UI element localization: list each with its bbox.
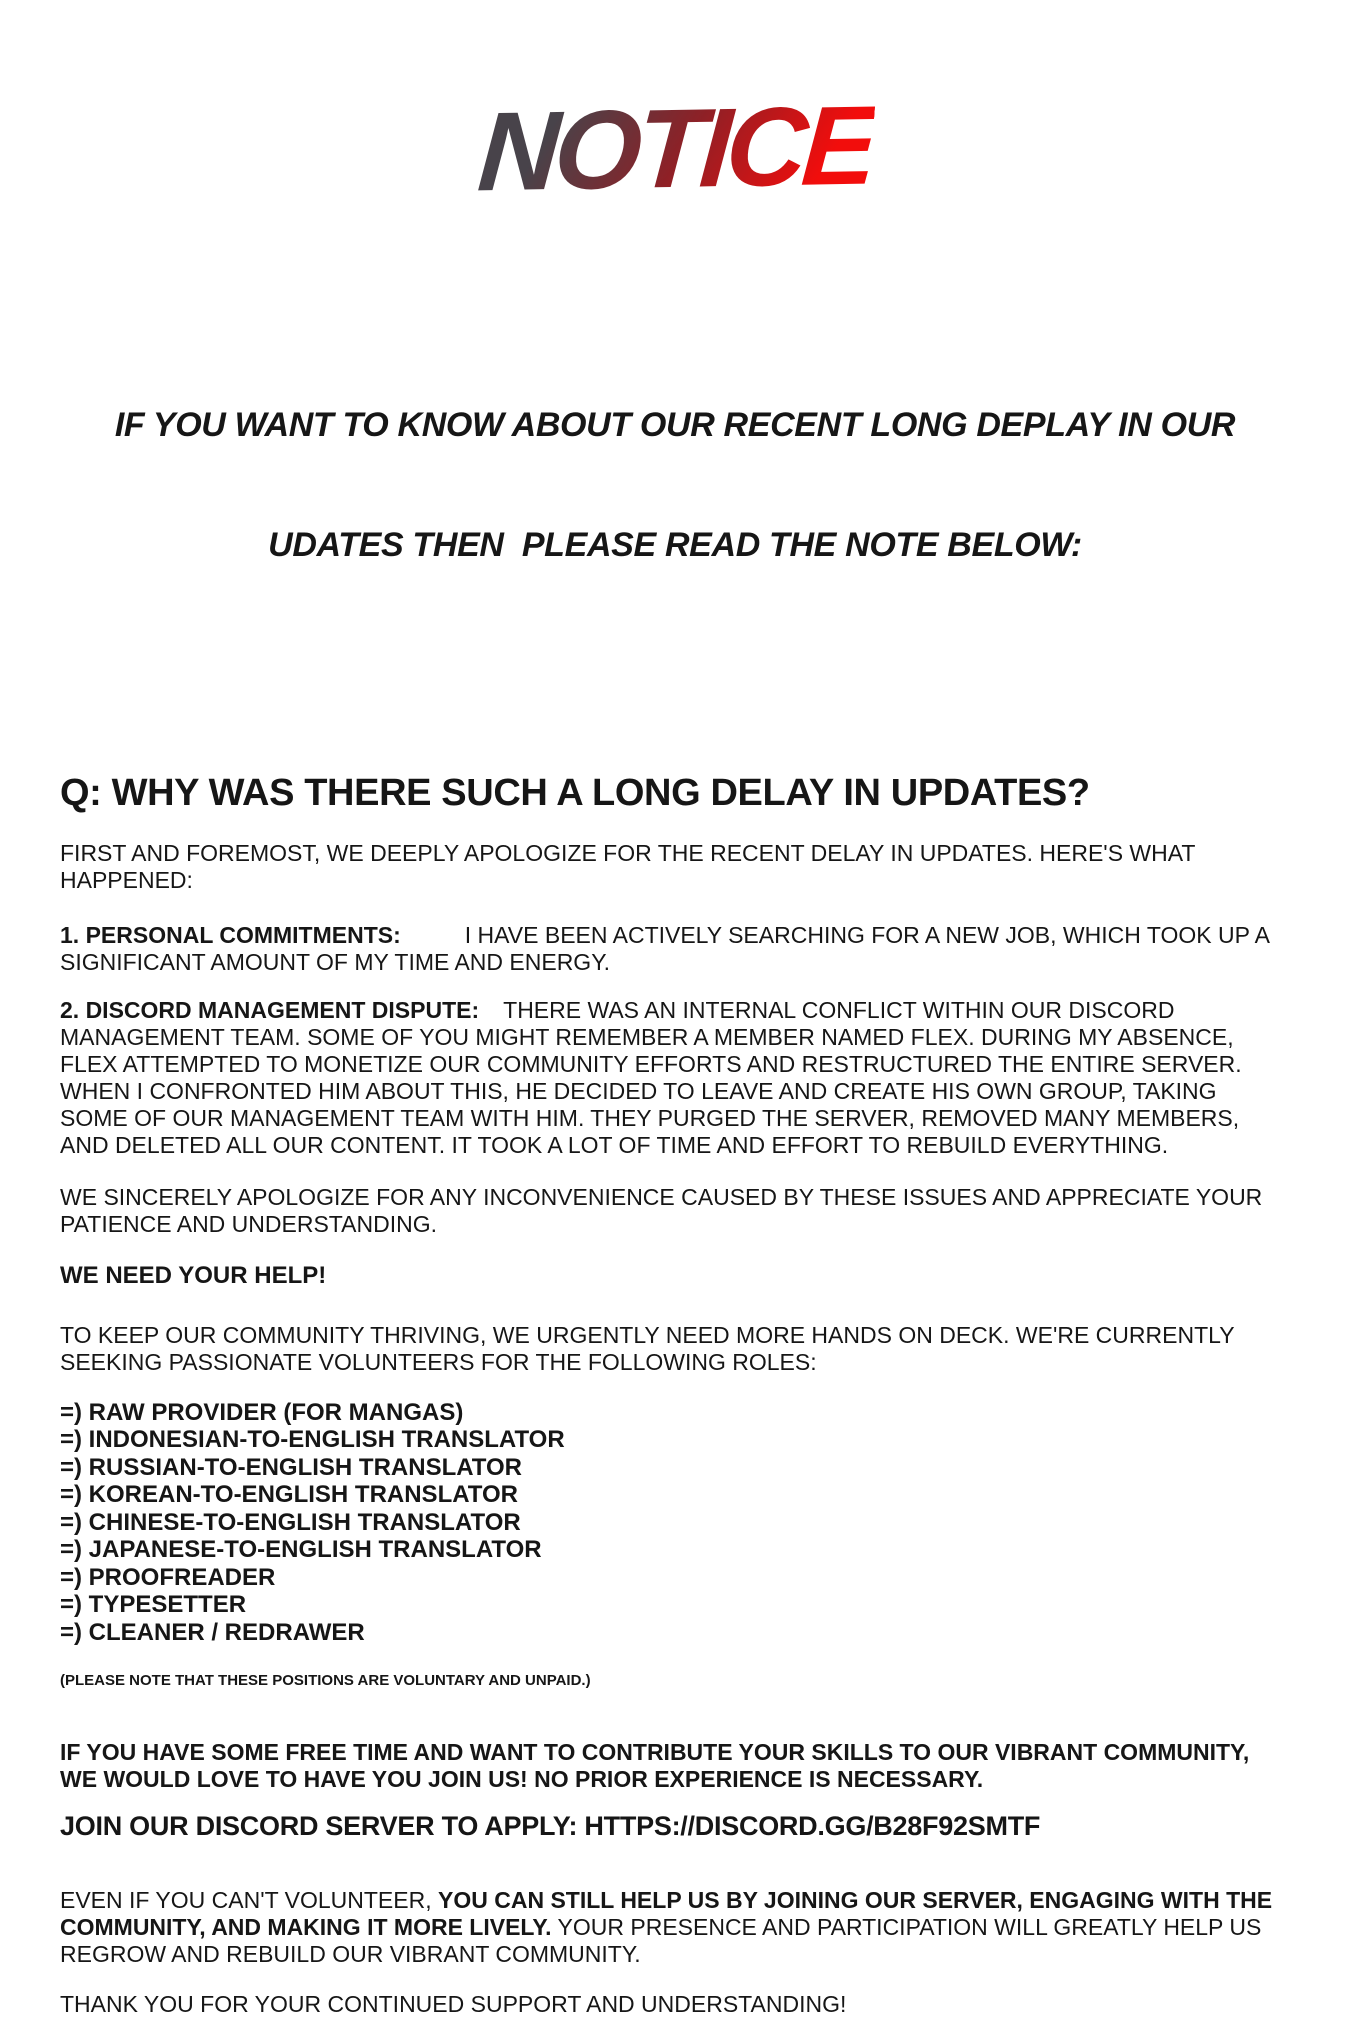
role-item-chinese-translator: =) CHINESE-TO-ENGLISH TRANSLATOR xyxy=(60,1508,521,1536)
subtitle-line-2: UDATES THEN PLEASE READ THE NOTE BELOW: xyxy=(268,525,1082,564)
notice-title-text: NOTICE xyxy=(474,82,876,218)
reason-1-text: I HAVE BEEN ACTIVELY SEARCHING FOR A NEW JOB, WHICH TOOK UP A SIGNIFICANT AMOUNT OF MY TIME AND ENERGY. xyxy=(60,921,1276,975)
closing-text-2: YOUR PRESENCE AND PARTICIPATION WILL GREATLY HELP US REGROW AND REBUILD OUR VIBRANT COMMUNITY. xyxy=(60,1914,1268,1968)
role-item-cleaner-redrawer: =) CLEANER / REDRAWER xyxy=(60,1618,365,1646)
closing-text-1: EVEN IF YOU CAN'T VOLUNTEER, xyxy=(60,1887,439,1914)
roles-list xyxy=(60,1399,1290,1647)
apology-intro-paragraph: FIRST AND FOREMOST, WE DEEPLY APOLOGIZE FOR THE RECENT DELAY IN UPDATES. HERE'S WHAT HAPPENED: xyxy=(60,839,1202,893)
reason-1-paragraph xyxy=(60,922,1290,976)
role-item-indonesian-translator: =) INDONESIAN-TO-ENGLISH TRANSLATOR xyxy=(60,1426,565,1454)
discord-cta: JOIN OUR DISCORD SERVER TO APPLY: HTTPS://DISCORD.GG/B28F92SMTF xyxy=(60,1811,1041,1842)
subtitle-line-1: IF YOU WANT TO KNOW ABOUT OUR RECENT LONG DEPLAY IN OUR xyxy=(114,405,1236,444)
role-item-raw-provider: =) RAW PROVIDER (FOR MANGAS) xyxy=(60,1398,464,1426)
thanks-paragraph: THANK YOU FOR YOUR CONTINUED SUPPORT AND UNDERSTANDING! xyxy=(60,1991,847,2018)
role-item-proofreader: =) PROOFREADER xyxy=(60,1563,276,1591)
question-heading: Q: WHY WAS THERE SUCH A LONG DELAY IN UPDATES? xyxy=(60,771,1090,814)
invite-paragraph: IF YOU HAVE SOME FREE TIME AND WANT TO CONTRIBUTE YOUR SKILLS TO OUR VIBRANT COMMUNITY, WE WOULD LOVE TO HAVE YOU JOIN US! NO PRIOR EXPERIENCE IS NECESSARY. xyxy=(60,1739,1256,1793)
reason-2-label: 2. DISCORD MANAGEMENT DISPUTE: xyxy=(60,996,480,1023)
apology-paragraph: WE SINCERELY APOLOGIZE FOR ANY INCONVENIENCE CAUSED BY THESE ISSUES AND APPRECIATE YOUR PATIENCE AND UNDERSTANDING. xyxy=(60,1183,1269,1237)
notice-page xyxy=(0,82,1350,2018)
role-item-typesetter: =) TYPESETTER xyxy=(60,1591,247,1619)
closing-paragraph xyxy=(60,1887,1290,1968)
notice-subtitle xyxy=(60,325,1290,645)
reason-1-label: 1. PERSONAL COMMITMENTS: xyxy=(60,921,401,948)
reason-2-text: THERE WAS AN INTERNAL CONFLICT WITHIN OUR DISCORD MANAGEMENT TEAM. SOME OF YOU MIGHT REMEMBER A MEMBER NAMED FLEX. DURING MY ABSENCE, FLEX ATTEMPTED TO MONETIZE OUR COMMUNITY EFFORTS AND RESTRUCTURED THE ENTIRE SERVER. WHEN I CONFRONTED HIM ABOUT THIS, HE DECIDED TO LEAVE AND CREATE HIS OWN GROUP, TAKING SOME OF OUR MANAGEMENT TEAM WITH HIM. THEY PURGED THE SERVER, REMOVED MANY MEMBERS, AND DELETED ALL OUR CONTENT. IT TOOK A LOT OF TIME AND EFFORT TO REBUILD EVERYTHING. xyxy=(60,996,1249,1158)
notice-title xyxy=(60,82,1290,215)
reason-2-paragraph xyxy=(60,997,1290,1159)
role-item-russian-translator: =) RUSSIAN-TO-ENGLISH TRANSLATOR xyxy=(60,1453,523,1481)
closing-text-bold: YOU CAN STILL HELP US BY JOINING OUR SERVER, ENGAGING WITH THE COMMUNITY, AND MAKING IT MORE LIVELY. xyxy=(60,1887,1279,1941)
role-item-korean-translator: =) KOREAN-TO-ENGLISH TRANSLATOR xyxy=(60,1481,519,1509)
voluntary-note: (PLEASE NOTE THAT THESE POSITIONS ARE VOLUNTARY AND UNPAID.) xyxy=(60,1672,591,1690)
help-intro-paragraph: TO KEEP OUR COMMUNITY THRIVING, WE URGENTLY NEED MORE HANDS ON DECK. WE'RE CURRENTLY SEEKING PASSIONATE VOLUNTEERS FOR THE FOLLOWING ROLES: xyxy=(60,1321,1241,1375)
role-item-japanese-translator: =) JAPANESE-TO-ENGLISH TRANSLATOR xyxy=(60,1536,542,1564)
help-heading: WE NEED YOUR HELP! xyxy=(60,1261,327,1289)
